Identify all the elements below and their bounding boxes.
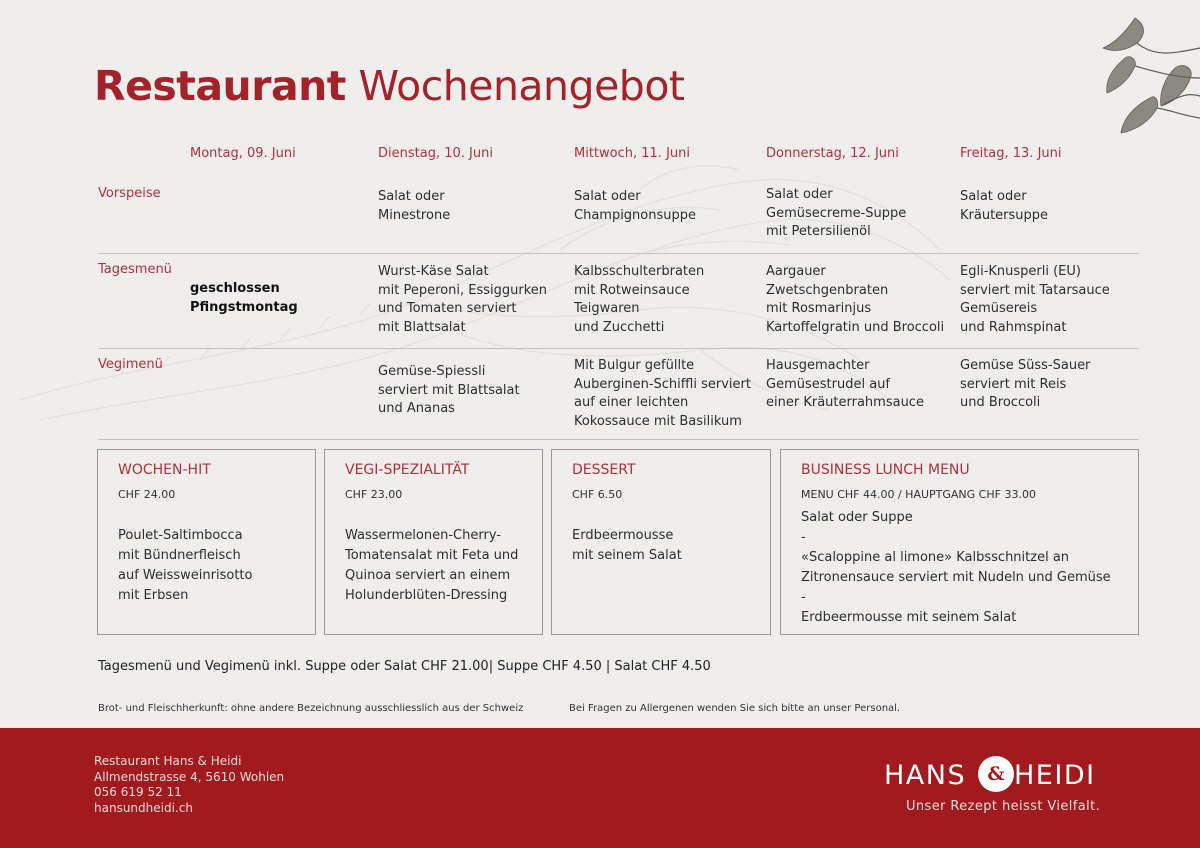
day-header-dienstag: Dienstag, 10. Juni xyxy=(378,146,493,161)
box-line: Quinoa serviert an einem xyxy=(345,568,511,583)
closed-notice xyxy=(190,280,298,317)
box-title: DESSERT xyxy=(572,462,636,478)
box-description xyxy=(572,526,682,566)
dessert-box xyxy=(551,449,771,635)
box-line: - xyxy=(801,590,806,605)
menu-line: Gemüsereis xyxy=(960,301,1038,316)
box-line: Holunderblüten-Dressing xyxy=(345,588,508,603)
menu-line: Salat oder xyxy=(574,189,641,204)
menu-line: auf einer leichten xyxy=(574,395,689,410)
box-description xyxy=(118,526,252,606)
hans-heidi-logo xyxy=(884,756,1106,796)
logo-text-hans: HANS xyxy=(884,760,967,791)
restaurant-address xyxy=(94,754,284,816)
menu-line: und Zucchetti xyxy=(574,319,665,335)
title-wochenangebot: Wochenangebot xyxy=(358,62,685,110)
parsley-leaf-decoration-icon xyxy=(1095,8,1200,148)
menu-line: Kartoffelgratin und Broccoli xyxy=(766,319,945,335)
menu-line: Zwetschgenbraten xyxy=(766,282,889,298)
box-line: Wassermelonen-Cherry- xyxy=(345,528,501,543)
menu-line: serviert mit Tatarsauce xyxy=(960,282,1110,298)
day-header-mittwoch: Mittwoch, 11. Juni xyxy=(574,146,690,161)
restaurant-phone[interactable]: 056 619 52 11 xyxy=(94,785,182,799)
box-line: Poulet-Saltimbocca xyxy=(118,528,243,543)
allergen-note: Bei Fragen zu Allergenen wenden Sie sich bitte an unser Personal. xyxy=(569,703,901,714)
menu-line: Gemüse Süss-Sauer xyxy=(960,358,1091,373)
menu-line: Salat oder xyxy=(766,187,833,202)
day-header-montag: Montag, 09. Juni xyxy=(190,146,296,161)
menu-line: Mit Bulgur gefüllte xyxy=(574,358,695,373)
box-line: Tomatensalat mit Feta und xyxy=(345,548,519,563)
slogan: Unser Rezept heisst Vielfalt. xyxy=(906,799,1101,814)
closed-line: geschlossen xyxy=(190,281,280,296)
menu-line: Hausgemachter xyxy=(766,358,870,373)
menu-cell-mittwoch-vegimenu xyxy=(574,357,751,431)
menu-line: und Rahmspinat xyxy=(960,319,1067,335)
box-line: «Scaloppine al limone» Kalbsschnitzel an xyxy=(801,550,1070,565)
restaurant-street: Allmendstrasse 4, 5610 Wohlen xyxy=(94,769,285,784)
row-label-tagesmenu: Tagesmenü xyxy=(98,262,172,277)
box-line: mit Erbsen xyxy=(118,588,189,603)
menu-line: Minestrone xyxy=(378,207,451,223)
box-line: auf Weissweinrisotto xyxy=(118,568,253,583)
menu-cell-mittwoch-tagesmenu xyxy=(574,263,704,337)
menu-cell-freitag-vorspeise xyxy=(960,188,1048,225)
wochen-hit-box xyxy=(97,449,316,635)
box-price: CHF 24.00 xyxy=(118,488,176,501)
menu-line: Salat oder xyxy=(378,189,445,204)
menu-line: mit Rotweinsauce xyxy=(574,282,690,298)
pricing-info: Tagesmenü und Vegimenü inkl. Suppe oder Salat CHF 21.00| Suppe CHF 4.50 | Salat CHF 4.50 xyxy=(98,659,711,674)
box-description xyxy=(801,508,1111,628)
box-line: mit Bündnerfleisch xyxy=(118,548,241,563)
restaurant-name: Restaurant Hans & Heidi xyxy=(94,754,242,768)
menu-cell-mittwoch-vorspeise xyxy=(574,188,696,225)
menu-line: mit Rosmarinjus xyxy=(766,301,872,316)
menu-line: serviert mit Blattsalat xyxy=(378,382,520,398)
menu-cell-freitag-tagesmenu xyxy=(960,263,1110,337)
menu-line: Kalbsschulterbraten xyxy=(574,264,705,279)
box-line: - xyxy=(801,530,806,545)
menu-line: Salat oder xyxy=(960,189,1027,204)
divider-line xyxy=(98,439,1139,440)
menu-line: Wurst-Käse Salat xyxy=(378,264,489,279)
box-title: BUSINESS LUNCH MENU xyxy=(801,462,970,478)
menu-line: Gemüsestrudel auf xyxy=(766,376,890,392)
menu-line: Egli-Knusperli (EU) xyxy=(960,264,1081,279)
box-line: Erdbeermousse mit seinem Salat xyxy=(801,610,1017,625)
box-description xyxy=(345,526,518,606)
divider-line xyxy=(98,348,1139,349)
menu-line: mit Peperoni, Essiggurken xyxy=(378,282,548,298)
box-price: CHF 23.00 xyxy=(345,488,403,501)
restaurant-website-link[interactable]: hansundheidi.ch xyxy=(94,800,193,815)
business-lunch-box xyxy=(780,449,1139,635)
menu-line: mit Petersilienöl xyxy=(766,224,871,239)
closed-line: Pfingstmontag xyxy=(190,299,298,315)
box-line: Salat oder Suppe xyxy=(801,510,913,525)
row-label-vorspeise: Vorspeise xyxy=(98,186,161,201)
menu-line: Champignonsuppe xyxy=(574,207,697,223)
day-header-freitag: Freitag, 13. Juni xyxy=(960,146,1062,161)
title-restaurant: Restaurant xyxy=(94,62,346,110)
menu-line: Kräutersuppe xyxy=(960,207,1049,223)
box-price: CHF 6.50 xyxy=(572,488,623,501)
menu-line: Teigwaren xyxy=(574,301,640,316)
menu-line: Kokossauce mit Basilikum xyxy=(574,413,742,429)
menu-cell-dienstag-vegimenu xyxy=(378,363,520,419)
menu-line: und Broccoli xyxy=(960,395,1041,410)
box-line: Zitronensauce serviert mit Nudeln und Gemüse xyxy=(801,570,1111,585)
box-price: MENU CHF 44.00 / HAUPTGANG CHF 33.00 xyxy=(801,488,1036,501)
menu-line: mit Blattsalat xyxy=(378,319,466,335)
menu-cell-dienstag-vorspeise xyxy=(378,188,450,225)
logo-ampersand-icon: & xyxy=(978,756,1014,792)
menu-line: Aargauer xyxy=(766,264,826,279)
menu-line: Auberginen-Schiffli serviert xyxy=(574,376,751,392)
day-header-donnerstag: Donnerstag, 12. Juni xyxy=(766,146,899,161)
menu-line: Gemüsecreme-Suppe xyxy=(766,205,907,221)
menu-line: serviert mit Reis xyxy=(960,376,1067,392)
menu-cell-donnerstag-vegimenu xyxy=(766,357,924,413)
menu-line: Gemüse-Spiessli xyxy=(378,364,486,379)
footer-bar xyxy=(0,728,1200,848)
divider-line xyxy=(98,253,1139,254)
menu-line: und Ananas xyxy=(378,401,455,416)
box-title: WOCHEN-HIT xyxy=(118,462,211,478)
page-title xyxy=(94,62,684,110)
box-line: mit seinem Salat xyxy=(572,548,682,563)
row-label-vegimenu: Vegimenü xyxy=(98,357,163,372)
origin-note: Brot- und Fleischherkunft: ohne andere Bezeichnung ausschliesslich aus der Schweiz xyxy=(98,703,524,714)
vegi-spezialitaet-box xyxy=(324,449,543,635)
menu-cell-freitag-vegimenu xyxy=(960,357,1090,413)
menu-cell-donnerstag-vorspeise xyxy=(766,186,906,242)
logo-text-heidi: HEIDI xyxy=(1014,760,1096,791)
box-line: Erdbeermousse xyxy=(572,528,674,543)
menu-line: einer Kräuterrahmsauce xyxy=(766,395,924,410)
menu-cell-dienstag-tagesmenu xyxy=(378,263,547,337)
menu-line: und Tomaten serviert xyxy=(378,301,517,316)
box-title: VEGI-SPEZIALITÄT xyxy=(345,462,470,478)
menu-cell-donnerstag-tagesmenu xyxy=(766,263,944,337)
